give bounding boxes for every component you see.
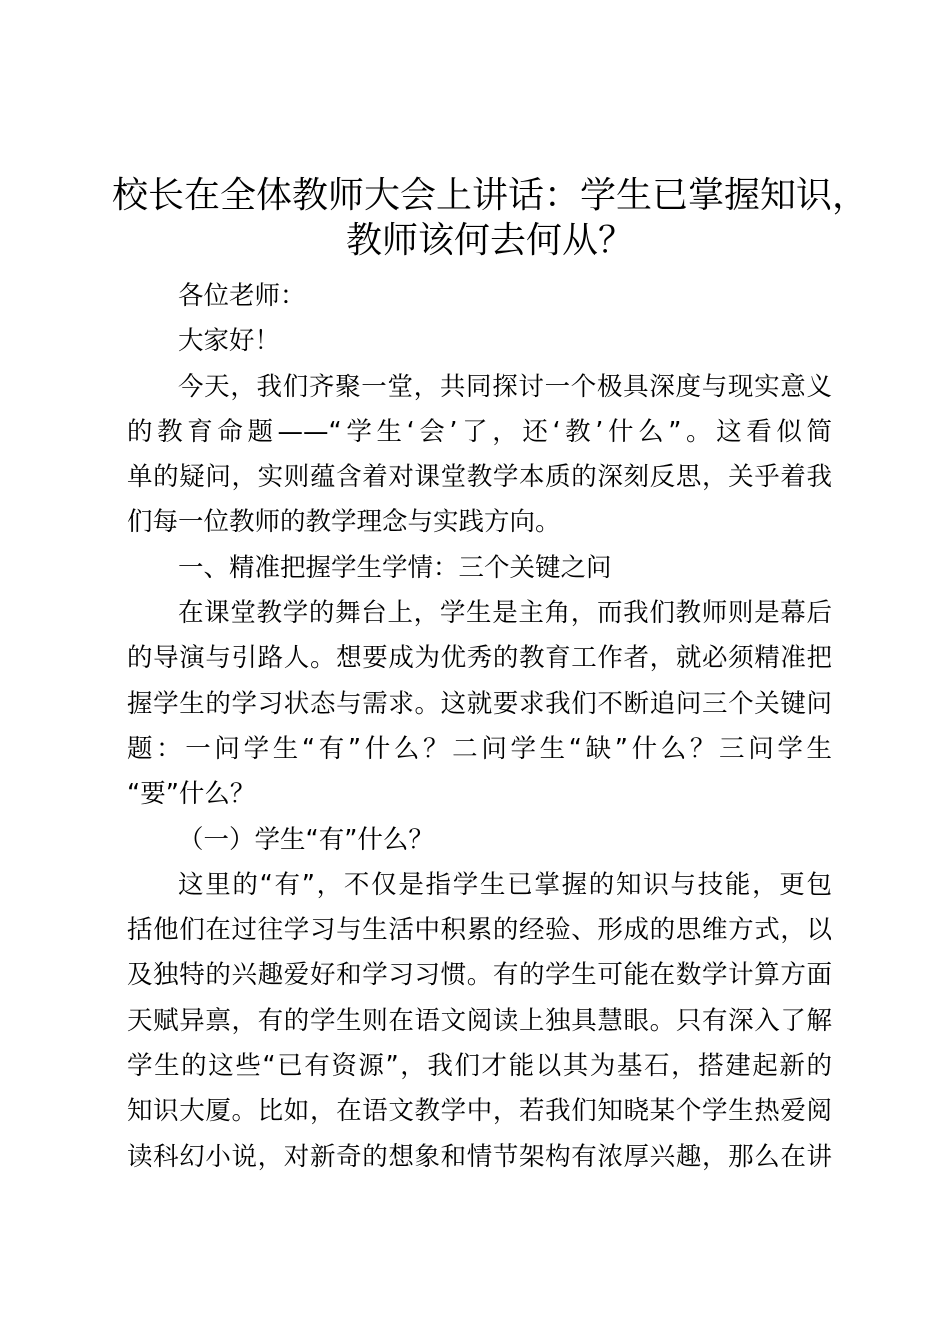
subsection-heading: （一）学生“有”什么？ — [178, 824, 434, 855]
paragraph-line: 括他们在过往学习与生活中积累的经验、形成的思维方式，以 — [127, 915, 832, 946]
paragraph-line: 的教育命题——“学生‘会’了，还‘教’什么”。这看似简 — [127, 416, 832, 447]
paragraph-line: 们每一位教师的教学理念与实践方向。 — [127, 507, 561, 538]
paragraph-line: 读科幻小说，对新奇的想象和情节架构有浓厚兴趣，那么在讲 — [127, 1141, 832, 1172]
hello: 大家好！ — [178, 326, 281, 357]
paragraph-line: 在课堂教学的舞台上，学生是主角，而我们教师则是幕后 — [178, 598, 832, 629]
title-line: 教师该何去何从？ — [345, 220, 634, 262]
paragraph-line: 及独特的兴趣爱好和学习习惯。有的学生可能在数学计算方面 — [127, 960, 832, 991]
title-line: 校长在全体教师大会上讲话：学生已掌握知识， — [111, 175, 868, 216]
subsection1-paragraph — [127, 863, 832, 1180]
document-title — [110, 168, 870, 262]
paragraph-line: 学生的这些“已有资源”，我们才能以其为基石，搭建起新的 — [127, 1051, 832, 1082]
intro-paragraph — [127, 365, 832, 546]
greeting: 各位老师： — [178, 281, 306, 311]
paragraph-line: 的导演与引路人。想要成为优秀的教育工作者，就必须精准把 — [127, 643, 832, 674]
section-heading: 一、精准把握学生学情：三个关键之问 — [178, 552, 612, 583]
paragraph-line: 今天，我们齐聚一堂，共同探讨一个极具深度与现实意义 — [178, 371, 832, 402]
paragraph-line: 题：一问学生“有”什么？二问学生“缺”什么？三问学生 — [127, 733, 832, 764]
paragraph-line: 握学生的学习状态与需求。这就要求我们不断追问三个关键问 — [127, 688, 832, 719]
document-body — [127, 274, 832, 1180]
paragraph-line: 天赋异禀，有的学生则在语文阅读上独具慧眼。只有深入了解 — [127, 1005, 832, 1036]
section1-paragraph — [127, 591, 832, 817]
paragraph-line: 单的疑问，实则蕴含着对课堂教学本质的深刻反思，关乎着我 — [127, 462, 832, 493]
paragraph-line: “要”什么？ — [127, 779, 256, 810]
paragraph-line: 这里的“有”，不仅是指学生已掌握的知识与技能，更包 — [178, 869, 832, 900]
paragraph-line: 知识大厦。比如，在语文教学中，若我们知晓某个学生热爱阅 — [127, 1096, 832, 1127]
